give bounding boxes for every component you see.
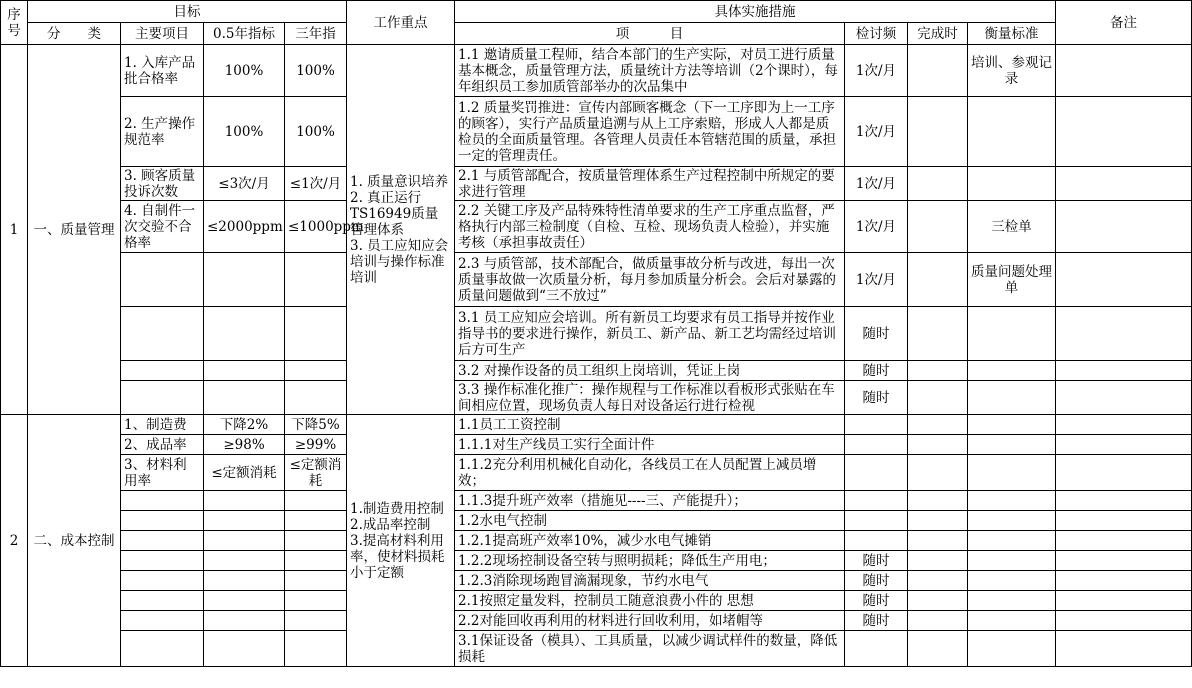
measure-freq: 随时: [845, 571, 908, 591]
measure-text: 1.1.3提升班产效率（措施见----三、产能提升）；: [458, 492, 747, 509]
measure-standard: 三检单: [968, 201, 1056, 253]
target-half-empty: [204, 253, 285, 307]
measure-remark: [1056, 591, 1192, 611]
measure-item: [455, 97, 845, 167]
measure-done: [908, 381, 968, 415]
measure-text: 2.1 与质管部配合，按质量管理体系生产过程控制中所规定的要求进行管理: [458, 167, 835, 200]
target-item-empty: [121, 631, 204, 667]
measure-freq: 随时: [845, 551, 908, 571]
target-three-empty: [285, 381, 347, 415]
target-half-empty: [204, 611, 285, 631]
measure-done: [908, 201, 968, 253]
measure-freq: 随时: [845, 307, 908, 361]
measure-freq: 1次/月: [845, 201, 908, 253]
measure-standard: [968, 361, 1056, 381]
header-seq-text: 序号: [7, 6, 21, 39]
measure-done: [908, 591, 968, 611]
target-three-year: ≤定额消耗: [285, 455, 347, 491]
measure-text: 3.1保证设备（模具）、工具质量，以减少调试样件的数量，降低损耗: [458, 632, 838, 665]
table-row: [1, 381, 1192, 415]
header-half-year: 0.5年指标: [204, 23, 285, 45]
table-row: [1, 361, 1192, 381]
section-category: 一、质量管理: [28, 45, 121, 415]
header-main-item: 主要项目: [121, 23, 204, 45]
table-row: [1, 591, 1192, 611]
measure-remark: [1056, 631, 1192, 667]
measure-freq: [845, 531, 908, 551]
measure-remark: [1056, 201, 1192, 253]
measure-remark: [1056, 381, 1192, 415]
measure-text: 2.3 与质管部，技术部配合，做质量事故分析与改进，每出一次质量事故做一次质量分析，每月参加质量分析会。会后对暴露的质量问题做到“三不放过”: [458, 255, 836, 304]
measure-text: 1.2.3消除现场跑冒滴漏现象，节约水电气: [458, 572, 709, 589]
target-item-empty: [121, 307, 204, 361]
target-half-empty: [204, 571, 285, 591]
measure-item: [455, 361, 845, 381]
table-row: [1, 551, 1192, 571]
section-focus: [347, 415, 455, 667]
measure-standard: 培训、参观记录: [968, 45, 1056, 97]
measure-text: 1.2.1提高班产效率10%，减少水电气摊销: [458, 532, 712, 549]
section-seq: 1: [1, 45, 28, 415]
target-three-year: ≥99%: [285, 435, 347, 455]
table-row: [1, 307, 1192, 361]
target-half-empty: [204, 307, 285, 361]
measure-done: [908, 531, 968, 551]
header-item: 项 目: [455, 23, 845, 45]
target-item: 4. 自制件一次交验不合格率: [121, 201, 204, 253]
target-three-year: 100%: [285, 45, 347, 97]
target-three-empty: [285, 571, 347, 591]
measure-text: 1.1.1对生产线员工实行全面计件: [458, 436, 655, 453]
measure-item: [455, 415, 845, 435]
target-half-empty: [204, 511, 285, 531]
table-row: [1, 201, 1192, 253]
measure-item: [455, 167, 845, 201]
measure-remark: [1056, 491, 1192, 511]
measure-item: [455, 631, 845, 667]
measure-done: [908, 307, 968, 361]
measure-remark: [1056, 455, 1192, 491]
measure-standard: [968, 381, 1056, 415]
header-target: 目标: [28, 1, 347, 23]
measure-done: [908, 415, 968, 435]
measure-remark: [1056, 307, 1192, 361]
measure-freq: [845, 511, 908, 531]
header-remark: 备注: [1056, 1, 1192, 45]
measure-done: [908, 167, 968, 201]
measure-done: [908, 511, 968, 531]
measure-text: 1.1 邀请质量工程师，结合本部门的生产实际，对员工进行质量基本概念，质量管理方法，质量统计方法等培训（2个课时），每年组织员工参加质管部举办的次品集中: [458, 46, 838, 95]
measure-standard: [968, 571, 1056, 591]
target-item: 1、制造费: [121, 415, 204, 435]
target-item-empty: [121, 611, 204, 631]
measure-remark: [1056, 253, 1192, 307]
focus-text: 1. 质量意识培养 2. 真正运行TS16949质量管理体系 3. 员工应知应会培训与操作标准培训: [350, 173, 449, 286]
target-item-empty: [121, 551, 204, 571]
target-half-year: ≥98%: [204, 435, 285, 455]
header-three-year: 三年指: [285, 23, 347, 45]
measure-freq: 随时: [845, 361, 908, 381]
measure-text: 1.2 质量奖罚推进：宣传内部顾客概念（下一工序即为上一工序的顾客），实行产品质量追溯与从上工序索赔，形成人人都是质检员的全面质量管理。各管理人员责任本管辖范围的质量，承担一定的管理责任。: [458, 99, 836, 164]
target-item-empty: [121, 591, 204, 611]
table-row: [1, 97, 1192, 167]
target-three-empty: [285, 511, 347, 531]
measure-done: [908, 611, 968, 631]
target-three-empty: [285, 611, 347, 631]
measure-text: 1.1.2充分利用机械化自动化，各线员工在人员配置上减员增效；: [458, 456, 817, 489]
measure-done: [908, 45, 968, 97]
measure-item: [455, 511, 845, 531]
measure-item: [455, 571, 845, 591]
measure-freq: [845, 631, 908, 667]
target-item-empty: [121, 571, 204, 591]
measure-freq: 随时: [845, 611, 908, 631]
target-three-empty: [285, 253, 347, 307]
measure-text: 2.1按照定量发料，控制员工随意浪费小件的 思想: [458, 592, 754, 609]
measure-remark: [1056, 611, 1192, 631]
measure-standard: [968, 591, 1056, 611]
measure-item: [455, 45, 845, 97]
target-item-empty: [121, 361, 204, 381]
measure-done: [908, 631, 968, 667]
measure-remark: [1056, 415, 1192, 435]
table-row: [1, 415, 1192, 435]
measure-standard: [968, 307, 1056, 361]
measure-standard: [968, 631, 1056, 667]
measure-item: [455, 611, 845, 631]
target-three-year: ≤1次/月: [285, 167, 347, 201]
measure-remark: [1056, 551, 1192, 571]
target-item-empty: [121, 531, 204, 551]
focus-text: 1.制造费用控制 2.成品率控制 3.提高材料利用率，使材料损耗小于定额: [350, 500, 445, 581]
target-three-year: 100%: [285, 97, 347, 167]
target-half-year: ≤3次/月: [204, 167, 285, 201]
measure-done: [908, 435, 968, 455]
measure-standard: 质量问题处理单: [968, 253, 1056, 307]
measure-item: [455, 531, 845, 551]
header-freq: 检讨频: [845, 23, 908, 45]
target-half-year: 100%: [204, 45, 285, 97]
header-measures: 具体实施措施: [455, 1, 1056, 23]
measure-text: 2.2对能回收再利用的材料进行回收利用，如堵帽等: [458, 612, 763, 629]
target-half-empty: [204, 551, 285, 571]
measure-remark: [1056, 531, 1192, 551]
target-three-empty: [285, 551, 347, 571]
target-half-empty: [204, 591, 285, 611]
header-standard: 衡量标准: [968, 23, 1056, 45]
table-row: [1, 531, 1192, 551]
target-item: 2. 生产操作规范率: [121, 97, 204, 167]
header-done: 完成时: [908, 23, 968, 45]
measure-text: 1.2水电气控制: [458, 512, 547, 529]
measure-freq: [845, 491, 908, 511]
measure-freq: [845, 455, 908, 491]
measure-standard: [968, 491, 1056, 511]
measure-freq: [845, 435, 908, 455]
measure-item: [455, 253, 845, 307]
target-half-empty: [204, 631, 285, 667]
measure-remark: [1056, 361, 1192, 381]
target-three-year: ≤1000ppm: [285, 201, 347, 253]
target-half-year: ≤定额消耗: [204, 455, 285, 491]
table-row: [1, 491, 1192, 511]
table-row: [1, 45, 1192, 97]
measure-standard: [968, 97, 1056, 167]
target-item-empty: [121, 381, 204, 415]
target-three-empty: [285, 491, 347, 511]
measure-freq: 1次/月: [845, 45, 908, 97]
target-item: 3、材料利用率: [121, 455, 204, 491]
section-seq: 2: [1, 415, 28, 667]
measure-remark: [1056, 97, 1192, 167]
target-three-empty: [285, 591, 347, 611]
measure-remark: [1056, 435, 1192, 455]
measure-standard: [968, 455, 1056, 491]
measure-done: [908, 97, 968, 167]
measure-freq: 随时: [845, 381, 908, 415]
measure-standard: [968, 415, 1056, 435]
table-row: [1, 455, 1192, 491]
measure-text: 2.2 关键工序及产品特殊特性清单要求的生产工序重点监督，严格执行内部三检制度（自检、互检、现场负责人检验），并实施考核（承担事故责任）: [458, 202, 835, 251]
table-row: [1, 167, 1192, 201]
measure-done: [908, 361, 968, 381]
measure-done: [908, 491, 968, 511]
header-seq: [1, 1, 28, 45]
measure-item: [455, 551, 845, 571]
target-half-empty: [204, 381, 285, 415]
measure-standard: [968, 531, 1056, 551]
table-row: [1, 571, 1192, 591]
target-three-empty: [285, 631, 347, 667]
target-three-empty: [285, 307, 347, 361]
measure-freq: [845, 415, 908, 435]
measure-text: 3.1 员工应知应会培训。所有新员工均要求有员工指导并按作业指导书的要求进行操作，新员工、新产品、新工艺均需经过培训后方可生产: [458, 309, 836, 358]
measure-item: [455, 591, 845, 611]
header-category: 分 类: [28, 23, 121, 45]
table-row: [1, 253, 1192, 307]
measure-done: [908, 253, 968, 307]
target-three-year: 下降5%: [285, 415, 347, 435]
measure-done: [908, 571, 968, 591]
measure-freq: 1次/月: [845, 97, 908, 167]
measure-item: [455, 491, 845, 511]
target-half-year: ≤2000ppm: [204, 201, 285, 253]
measure-remark: [1056, 571, 1192, 591]
section-category: 二、成本控制: [28, 415, 121, 667]
target-item-empty: [121, 491, 204, 511]
target-item-empty: [121, 253, 204, 307]
target-item: 2、成品率: [121, 435, 204, 455]
measure-text: 1.2.2现场控制设备空转与照明损耗；降低生产用电；: [458, 552, 776, 569]
target-half-empty: [204, 531, 285, 551]
target-item: 1. 入库产品批合格率: [121, 45, 204, 97]
measure-standard: [968, 611, 1056, 631]
target-half-empty: [204, 361, 285, 381]
measure-standard: [968, 167, 1056, 201]
measure-remark: [1056, 45, 1192, 97]
target-three-empty: [285, 531, 347, 551]
measure-standard: [968, 435, 1056, 455]
target-half-empty: [204, 491, 285, 511]
measure-item: [455, 435, 845, 455]
measure-freq: 随时: [845, 591, 908, 611]
target-item-empty: [121, 511, 204, 531]
measure-freq: 1次/月: [845, 253, 908, 307]
measure-standard: [968, 511, 1056, 531]
table-row: [1, 435, 1192, 455]
target-half-year: 下降2%: [204, 415, 285, 435]
measure-text: 3.2 对操作设备的员工组织上岗培训，凭证上岗: [458, 362, 741, 379]
table-row: [1, 631, 1192, 667]
measure-remark: [1056, 511, 1192, 531]
measure-freq: 1次/月: [845, 167, 908, 201]
target-half-year: 100%: [204, 97, 285, 167]
measure-standard: [968, 551, 1056, 571]
target-three-empty: [285, 361, 347, 381]
header-focus: 工作重点: [347, 1, 455, 45]
measure-text: 1.1员工工资控制: [458, 416, 561, 433]
measure-item: [455, 455, 845, 491]
target-item: 3. 顾客质量投诉次数: [121, 167, 204, 201]
measure-item: [455, 307, 845, 361]
table-row: [1, 511, 1192, 531]
measure-done: [908, 551, 968, 571]
measure-text: 3.3 操作标准化推广：操作规程与工作标准以看板形式张贴在车间相应位置，现场负责人每日对设备运行进行检视: [458, 381, 835, 414]
table-row: [1, 611, 1192, 631]
measure-item: [455, 381, 845, 415]
measure-item: [455, 201, 845, 253]
measure-remark: [1056, 167, 1192, 201]
measure-done: [908, 455, 968, 491]
